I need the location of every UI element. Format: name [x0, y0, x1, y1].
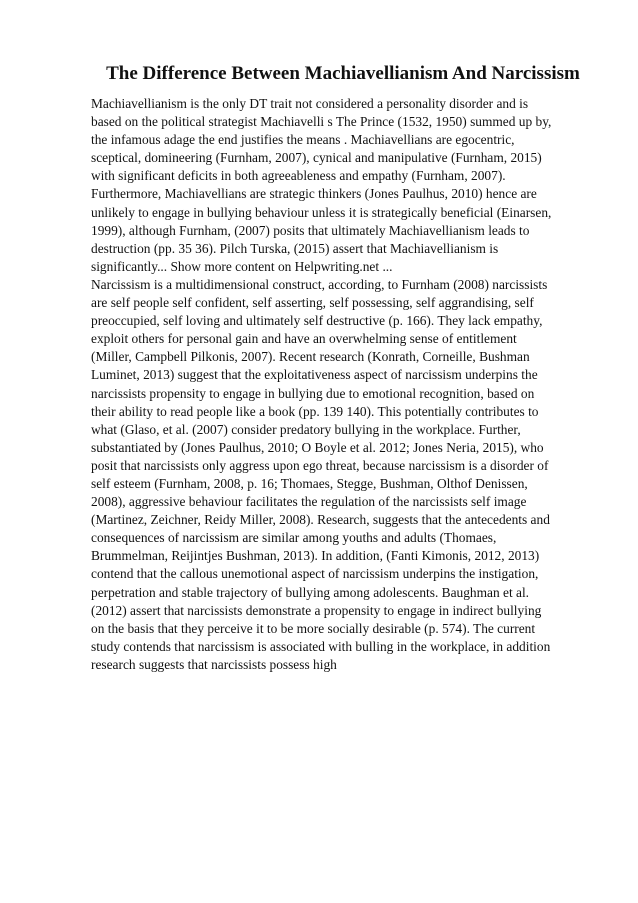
text-line: self esteem (Furnham, 2008, p. 16; Thomaes, Stegge, Bushman, Olthof Denissen,	[91, 475, 528, 491]
text-line: contend that the callous unemotional aspect of narcissism underpins the instigation,	[91, 566, 539, 582]
document-body	[91, 95, 601, 674]
text-line: the infamous adage the end justifies the means . Machiavellians are egocentric,	[91, 132, 515, 148]
text-line: sceptical, domineering (Furnham, 2007), cynical and manipulative (Furnham, 2015)	[91, 150, 542, 166]
text-line: narcissists propensity to engage in bullying due to emotional recognition, based on	[91, 385, 535, 401]
text-line: significantly... Show more content on Helpwriting.net ...	[91, 258, 393, 274]
text-line: exploit others for personal gain and have an overwhelming sense of entitlement	[91, 331, 517, 347]
text-line: Luminet, 2013) suggest that the exploitativeness aspect of narcissism underpins the	[91, 367, 538, 383]
text-line: Furthermore, Machiavellians are strategic thinkers (Jones Paulhus, 2010) hence are	[91, 186, 537, 202]
text-line: 1999), although Furnham, (2007) posits that ultimately Machiavellianism leads to	[91, 222, 530, 238]
text-line: substantiated by (Jones Paulhus, 2010; O Boyle et al. 2012; Jones Neria, 2015), who	[91, 439, 544, 455]
text-line: consequences of narcissism are similar among youths and adults (Thomaes,	[91, 530, 497, 546]
text-line: on the basis that they perceive it to be more socially desirable (p. 574). The current	[91, 620, 536, 636]
text-line: destruction (pp. 35 36). Pilch Turska, (2015) assert that Machiavellianism is	[91, 240, 499, 256]
text-line: (Miller, Campbell Pilkonis, 2007). Recent research (Konrath, Corneille, Bushman	[91, 349, 530, 365]
text-line: study contends that narcissism is associated with bulling in the workplace, in addition	[91, 638, 551, 654]
text-line: unlikely to engage in bullying behaviour unless it is strategically beneficial (Einarsen,	[91, 204, 552, 220]
text-line: their ability to read people like a book (pp. 139 140). This potentially contributes to	[91, 403, 539, 419]
text-line: preoccupied, self loving and ultimately self destructive (p. 166). They lack empathy,	[91, 313, 543, 329]
text-line: (2012) assert that narcissists demonstrate a propensity to engage in indirect bullying	[91, 602, 542, 618]
text-line: perpetration and stable trajectory of bullying among adolescents. Baughman et al.	[91, 584, 530, 600]
text-line: what (Glaso, et al. (2007) consider predatory bullying in the workplace. Further,	[91, 421, 521, 437]
text-line: Brummelman, Reijintjes Bushman, 2013). In addition, (Fanti Kimonis, 2012, 2013)	[91, 548, 540, 564]
text-line: Machiavellianism is the only DT trait not considered a personality disorder and is	[91, 96, 529, 111]
text-line: research suggests that narcissists possess high	[91, 656, 337, 672]
text-line: are self people self confident, self asserting, self possessing, self aggrandising, self	[91, 295, 534, 311]
document-title: The Difference Between Machiavellianism And Narcissism	[106, 63, 580, 84]
text-line: 2008), aggressive behaviour facilitates the regulation of the narcissists self image	[91, 494, 527, 510]
text-line: with significant deficits in both agreeableness and empathy (Furnham, 2007).	[91, 168, 506, 184]
text-line: (Martinez, Zeichner, Reidy Miller, 2008). Research, suggests that the antecedents and	[91, 512, 550, 528]
text-line: Narcissism is a multidimensional construct, according, to Furnham (2008) narcissists	[91, 276, 548, 292]
text-line: posit that narcissists only aggress upon ego threat, because narcissism is a disorder of	[91, 457, 549, 473]
text-line: based on the political strategist Machiavelli s The Prince (1532, 1950) summed up by,	[91, 114, 552, 130]
